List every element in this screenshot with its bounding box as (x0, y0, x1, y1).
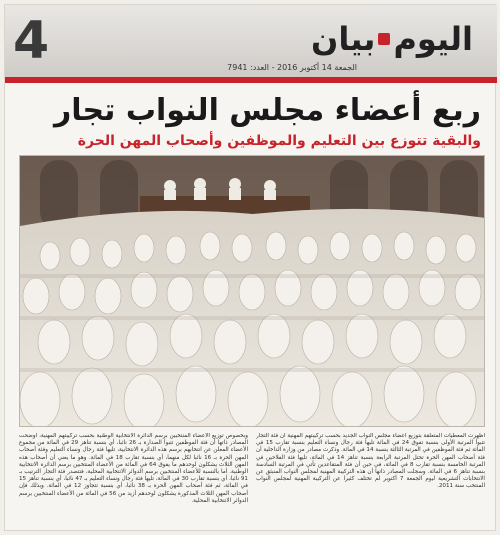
accent-rule (5, 77, 497, 83)
page-number: 4 (13, 11, 50, 71)
dateline: الجمعة 14 أكتوبر 2016 - العدد: 7941 (227, 63, 357, 72)
masthead (5, 5, 497, 77)
newspaper-logo (311, 19, 473, 59)
logo-text-left: بيان (311, 20, 376, 58)
newspaper-page (4, 4, 496, 531)
headline: ربع أعضاء مجلس النواب تجار (53, 93, 481, 128)
article-column-1: أظهرت المعطيات المتعلقة بتوزيع أعضاء مجلس النواب الجديد بحسب تركيبتهم المهنية أن فئة التجار تتبوأ المرتبة الأولى بنسبة تفوق 24 في المائة تليها فئة رجال ونساء التعليم بنسبة تقارب 15 في المائة ثم فئة الموظفين في المرتبة الثالثة بنسبة 14 في المائة. وذكرت مصادر من وزارة الداخلية أن فئة أصحاب المهن الحرة تحتل المرتبة الرابعة بنسبة تناهز 14 في المائة، تليها فئة الفلاحين في المرتبة الخامسة بنسبة تقارب 8 في المائة، في حين أن فئة المتقاعدين تأتي في المرتبة السادسة بنسبة تناهز 6 في المائة. وسجلت المصادر ذاتها أن هذه التركيبة المهنية لمجلس النواب المنبثق عن الانتخابات التشريعية ليوم الجمعة 7 أكتوبر لم تختلف كثيرا عن التركيبة المهنية لمجلس النواب المنتخب سنة 2011. (256, 433, 485, 490)
parliament-photo (19, 155, 485, 427)
article-column-2: وبخصوص توزيع الأعضاء المنتخبين برسم الدائرة الانتخابية الوطنية بحسب تركيبتهم المهنية، أوضحت المصادر ذاتها أن فئة الموظفين تتبوأ الصدارة بـ 26 نائبا، أي بنسبة تناهز 29 في المائة من مجموع الأعضاء المعلن عن انتخابهم برسم هذه الدائرة الانتخابية، تليها فئة رجال ونساء التعليم وفئة أصحاب المهن الحرة بـ 16 نائبا لكل منهما، أي بنسبة تقارب 18 في المائة. وهو ما يعني أن أصحاب هذه المهن الثلاث يشكلون لوحدهم ما يفوق 64 في المائة من الأعضاء المنتخبين برسم الدائرة الانتخابية الوطنية. أما بالنسبة للأعضاء المنتخبين برسم الدوائر الانتخابية المحلية، فتتصدر فئة التجار الترتيب بـ 91 نائبا، أي بنسبة تقارب 30 في المائة، تليها فئة رجال ونساء التعليم بـ 47 نائبا، أي بنسبة تناهز 15 في المائة، ثم فئة أصحاب المهن الحرة بـ 38 نائبا، أي بنسبة تتجاوز 12 في المائة. وبذلك فإن أصحاب المهن الثلاث المذكورة يشكلون لوحدهم أزيد من 56 في المائة من الأعضاء المنتخبين برسم الدوائر الانتخابية المحلية. (19, 433, 248, 504)
subheadline: والبقية تتوزع بين التعليم والموظفين وأصحاب المهن الحرة (77, 133, 481, 149)
logo-text-right: اليوم (393, 20, 473, 58)
article-body (19, 433, 485, 525)
logo-mark-icon (378, 33, 390, 45)
parliament-assembly-photo-icon (20, 156, 485, 427)
